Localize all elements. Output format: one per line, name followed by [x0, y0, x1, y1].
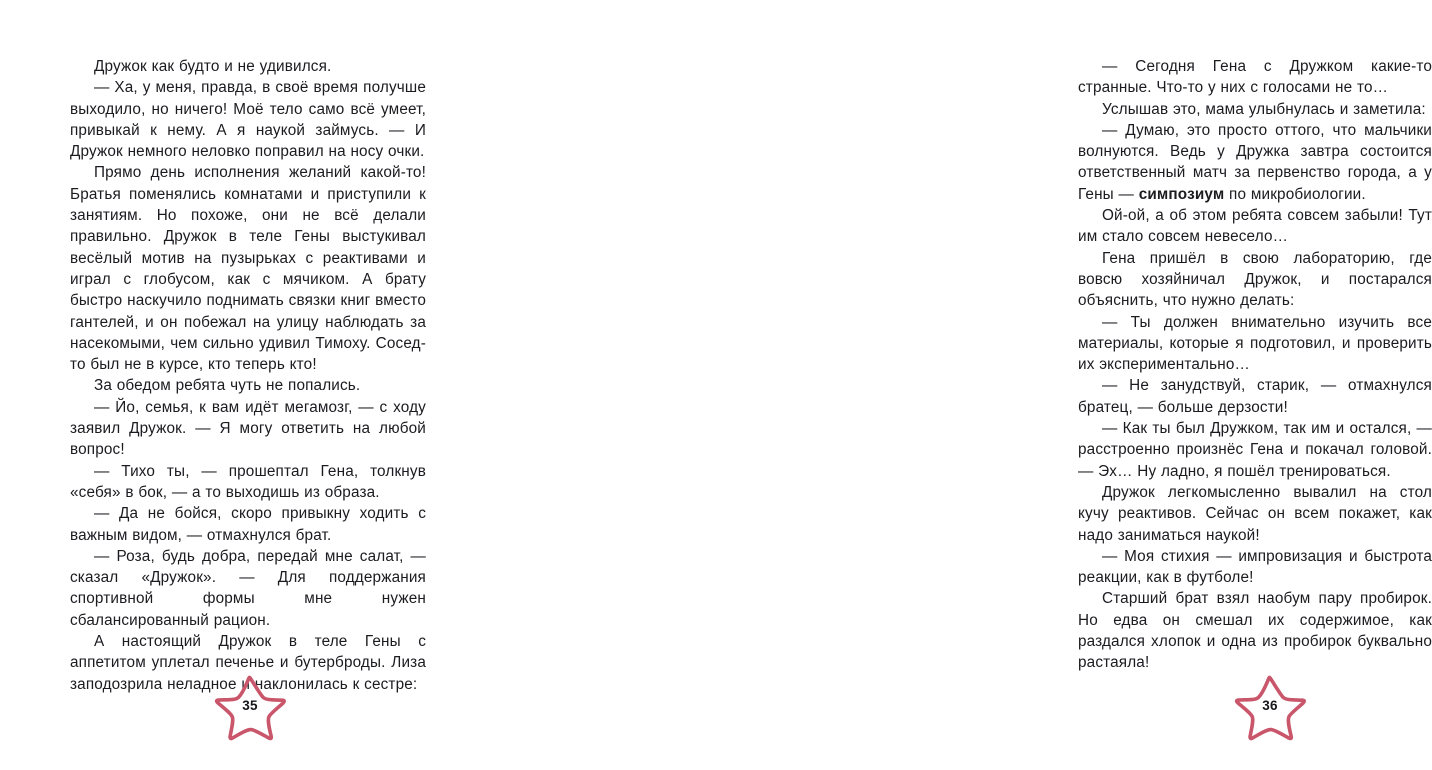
- paragraph: Гена пришёл в свою лабораторию, где вовсю хозяйничал Дружок, и постарался объяснить, что нужно делать:: [1078, 249, 1432, 310]
- paragraph: — Тихо ты, — прошептал Гена, толкнув «себя» в бок, — а то выходишь из образа.: [70, 462, 426, 501]
- left-page: [0, 0, 500, 770]
- paragraph-lead: — Думаю, это просто оттого, что мальчики волнуются. Ведь у Дружка завтра состоится ответственный матч за первенство города, а у Гены —: [1078, 121, 1432, 203]
- paragraph: Дружок как будто и не удивился.: [94, 58, 332, 75]
- left-page-text-column: [70, 56, 426, 695]
- page-number-left: [211, 674, 289, 748]
- paragraph-tail: по микробиологии.: [1224, 185, 1366, 203]
- paragraph: — Роза, будь добра, передай мне салат, — сказал «Дружок». — Для поддержания спортивной формы мне нужен сбалансированный рацион.: [70, 547, 426, 629]
- right-page: [500, 0, 1432, 770]
- paragraph: Дружок легкомысленно вывалил на стол кучу реактивов. Сейчас он всем покажет, как надо заниматься наукой!: [1078, 483, 1432, 544]
- paragraph: — Ха, у меня, правда, в своё время получше выходило, но ничего! Моё тело само всё умеет, привыкай к нему. А я наукой займусь. — И Дружок немного неловко поправил на носу очки.: [70, 79, 426, 161]
- paragraph: — Ты должен внимательно изучить все материалы, которые я подготовил, и проверить их экспериментально…: [1078, 313, 1432, 374]
- paragraph: За обедом ребята чуть не попались.: [94, 377, 361, 395]
- paragraph: Услышав это, мама улыбнулась и заметила:: [1102, 100, 1426, 118]
- right-page-text-column: [1078, 56, 1432, 674]
- paragraph: Прямо день исполнения желаний какой-то! Братья поменялись комнатами и приступили к занятиям. Но похоже, они не всё делали правильно. Дружок в теле Гены выстукивал весёлый мотив на пузырьках с реактивами и играл с глобусом, как с мячиком. А брату быстро наскучило поднимать связки книг вместо гантелей, и он побежал на улицу наблюдать за насекомыми, чем сильно удивил Тимоху. Сосед-то был не в курсе, кто теперь кто!: [70, 164, 426, 374]
- page-number-right: [1231, 674, 1309, 748]
- paragraph: Ой-ой, а об этом ребята совсем забыли! Тут им стало совсем невесело…: [1078, 207, 1432, 246]
- page-number-label: 36: [1262, 698, 1278, 713]
- paragraph: Старший брат взял наобум пару пробирок. Но едва он смешал их содержимое, как раздался хлопок и одна из пробирок буквально растаяла!: [1078, 590, 1432, 672]
- paragraph: — Как ты был Дружком, так им и остался, — расстроенно произнёс Гена и покачал головой. — Эх… Ну ладно, я пошёл тренироваться.: [1078, 420, 1432, 480]
- paragraph: — Сегодня Гена с Дружком какие-то странные. Что-то у них с голосами не то…: [1078, 58, 1432, 97]
- page-number-label: 35: [242, 698, 258, 713]
- paragraph-with-bold-term: [1078, 120, 1432, 205]
- paragraph: А настоящий Дружок в теле Гены с аппетитом уплетал печенье и бутерброды. Лиза заподозрила неладное и наклонилась к сестре:: [70, 633, 426, 693]
- paragraph: — Йо, семья, к вам идёт мегамозг, — с ходу заявил Дружок. — Я могу ответить на любой вопрос!: [70, 398, 426, 459]
- bold-term: симпозиум: [1138, 185, 1225, 203]
- paragraph: — Не занудствуй, старик, — отмахнулся братец, — больше дерзости!: [1078, 377, 1432, 416]
- paragraph: — Да не бойся, скоро привыкну ходить с важным видом, — отмахнулся брат.: [70, 505, 426, 544]
- paragraph: — Моя стихия — импровизация и быстрота реакции, как в футболе!: [1078, 547, 1432, 587]
